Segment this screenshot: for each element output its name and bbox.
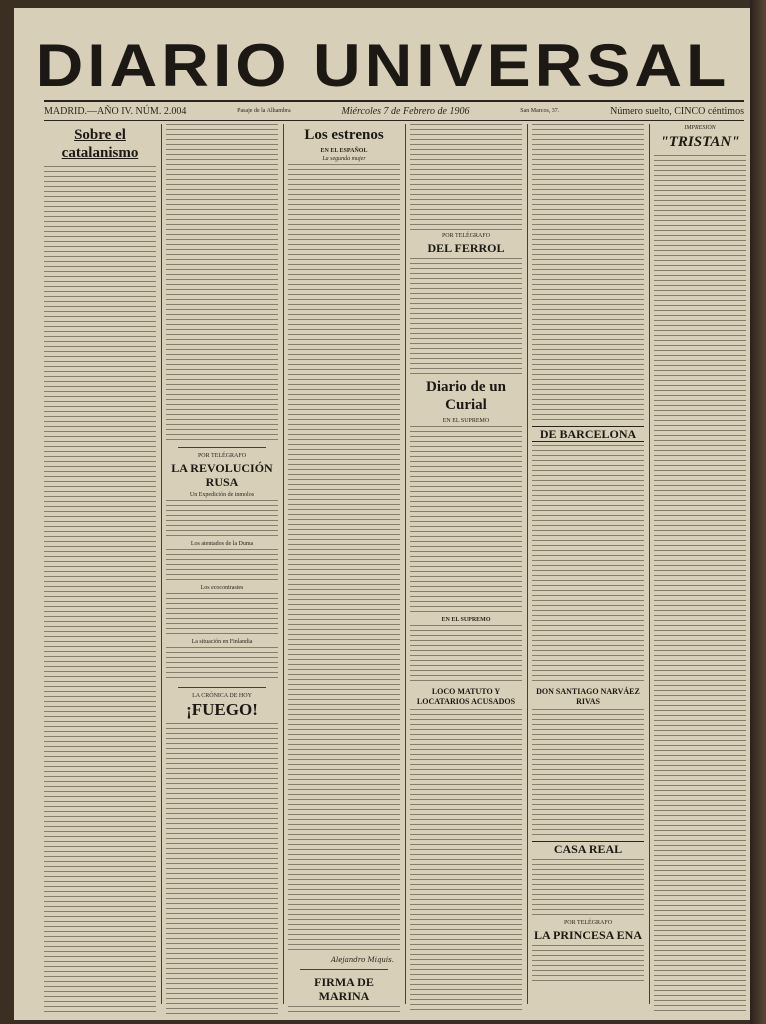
article-body xyxy=(410,426,522,616)
article-body xyxy=(532,945,644,985)
article-body xyxy=(410,258,522,376)
article-body xyxy=(166,500,278,540)
headline-firma-marina: FIRMA DE MARINA xyxy=(314,975,374,1003)
kicker-cronica: LA CRÓNICA DE HOY xyxy=(192,693,252,699)
article-body xyxy=(166,124,278,442)
article-body xyxy=(288,164,400,954)
subhead: Un Expedición de inmolos xyxy=(189,492,255,498)
masthead-rule-bottom xyxy=(44,120,744,121)
headline-loco-matuto: LOCO MATUTO Y LOCATARIOS ACUSADOS xyxy=(416,687,516,706)
kicker-telegrafo: POR TELÉGRAFO xyxy=(197,453,247,459)
edition-number: MADRID.—AÑO IV. NÚM. 2.004 xyxy=(44,105,187,117)
article-body xyxy=(166,593,278,638)
newspaper-page xyxy=(14,8,752,1020)
article-body xyxy=(532,709,644,839)
kicker-impresion: IMPRESIÓN xyxy=(684,125,716,131)
headline-casa-real: CASA REAL xyxy=(532,841,644,856)
column-divider xyxy=(649,124,650,1004)
masthead-title: DIARIO UNIVERSAL xyxy=(35,30,731,100)
article-body xyxy=(410,124,522,232)
headline-estrenos: Los estrenos xyxy=(304,127,384,143)
article-body xyxy=(166,647,278,682)
headline-catalanismo: Sobre el catalanismo xyxy=(61,127,139,161)
column-3 xyxy=(288,124,400,1014)
article-body xyxy=(532,859,644,919)
article-body xyxy=(654,155,746,1014)
masthead-rule-top xyxy=(44,100,744,102)
subhead-supremo: EN EL SUPREMO xyxy=(442,418,490,424)
article-body xyxy=(166,549,278,584)
article-body xyxy=(532,445,644,685)
column-divider xyxy=(405,124,406,1004)
subhead: Los ecocontrastes xyxy=(200,585,244,591)
headline-narvaez: DON SANTIAGO NARVÁEZ RIVAS xyxy=(536,687,640,706)
article-body xyxy=(44,166,156,1014)
subhead-espanol: EN EL ESPAÑOL xyxy=(320,148,368,154)
headline-princesa-ena: LA PRINCESA ENA xyxy=(533,928,643,942)
dateline xyxy=(44,104,744,118)
divider xyxy=(178,447,266,448)
article-body xyxy=(410,625,522,685)
subhead-play: La segunda mujer xyxy=(322,156,366,162)
office-address: Pasaje de la Alhambra xyxy=(237,108,291,114)
headline-tristan: "TRISTAN" xyxy=(660,134,740,150)
divider xyxy=(178,687,266,688)
article-body xyxy=(532,124,644,424)
headline-barcelona: DE BARCELONA xyxy=(532,426,644,442)
article-body xyxy=(288,1006,400,1014)
subhead-supremo-2: EN EL SUPREMO xyxy=(441,617,491,623)
column-2 xyxy=(166,124,278,1014)
kicker-telegrafo: POR TELÉGRAFO xyxy=(441,233,491,239)
column-4 xyxy=(410,124,522,1014)
book-spine xyxy=(750,0,766,1024)
article-body xyxy=(410,709,522,1014)
article-body xyxy=(166,723,278,1014)
column-divider xyxy=(527,124,528,1004)
column-1 xyxy=(44,124,156,1014)
street-address: San Marcos, 37. xyxy=(520,108,560,114)
headline-fuego: ¡FUEGO! xyxy=(186,700,258,719)
column-divider xyxy=(161,124,162,1004)
subhead: Los atentados de la Duma xyxy=(190,541,254,547)
divider xyxy=(300,969,388,970)
headline-diario-curial: Diario de un Curial xyxy=(425,379,506,413)
issue-price: Número suelto, CINCO céntimos xyxy=(610,105,744,117)
column-6 xyxy=(654,124,746,1014)
headline-revolucion-rusa: LA REVOLUCIÓN RUSA xyxy=(171,461,273,489)
headline-ferrol: DEL FERROL xyxy=(427,241,505,255)
signature: Alejandro Miquis. xyxy=(330,956,394,964)
subhead: La situación en Finlandia xyxy=(191,639,253,645)
column-5 xyxy=(532,124,644,1014)
kicker-telegrafo: POR TELÉGRAFO xyxy=(563,920,613,926)
issue-date: Miércoles 7 de Febrero de 1906 xyxy=(341,105,470,117)
column-divider xyxy=(283,124,284,1004)
